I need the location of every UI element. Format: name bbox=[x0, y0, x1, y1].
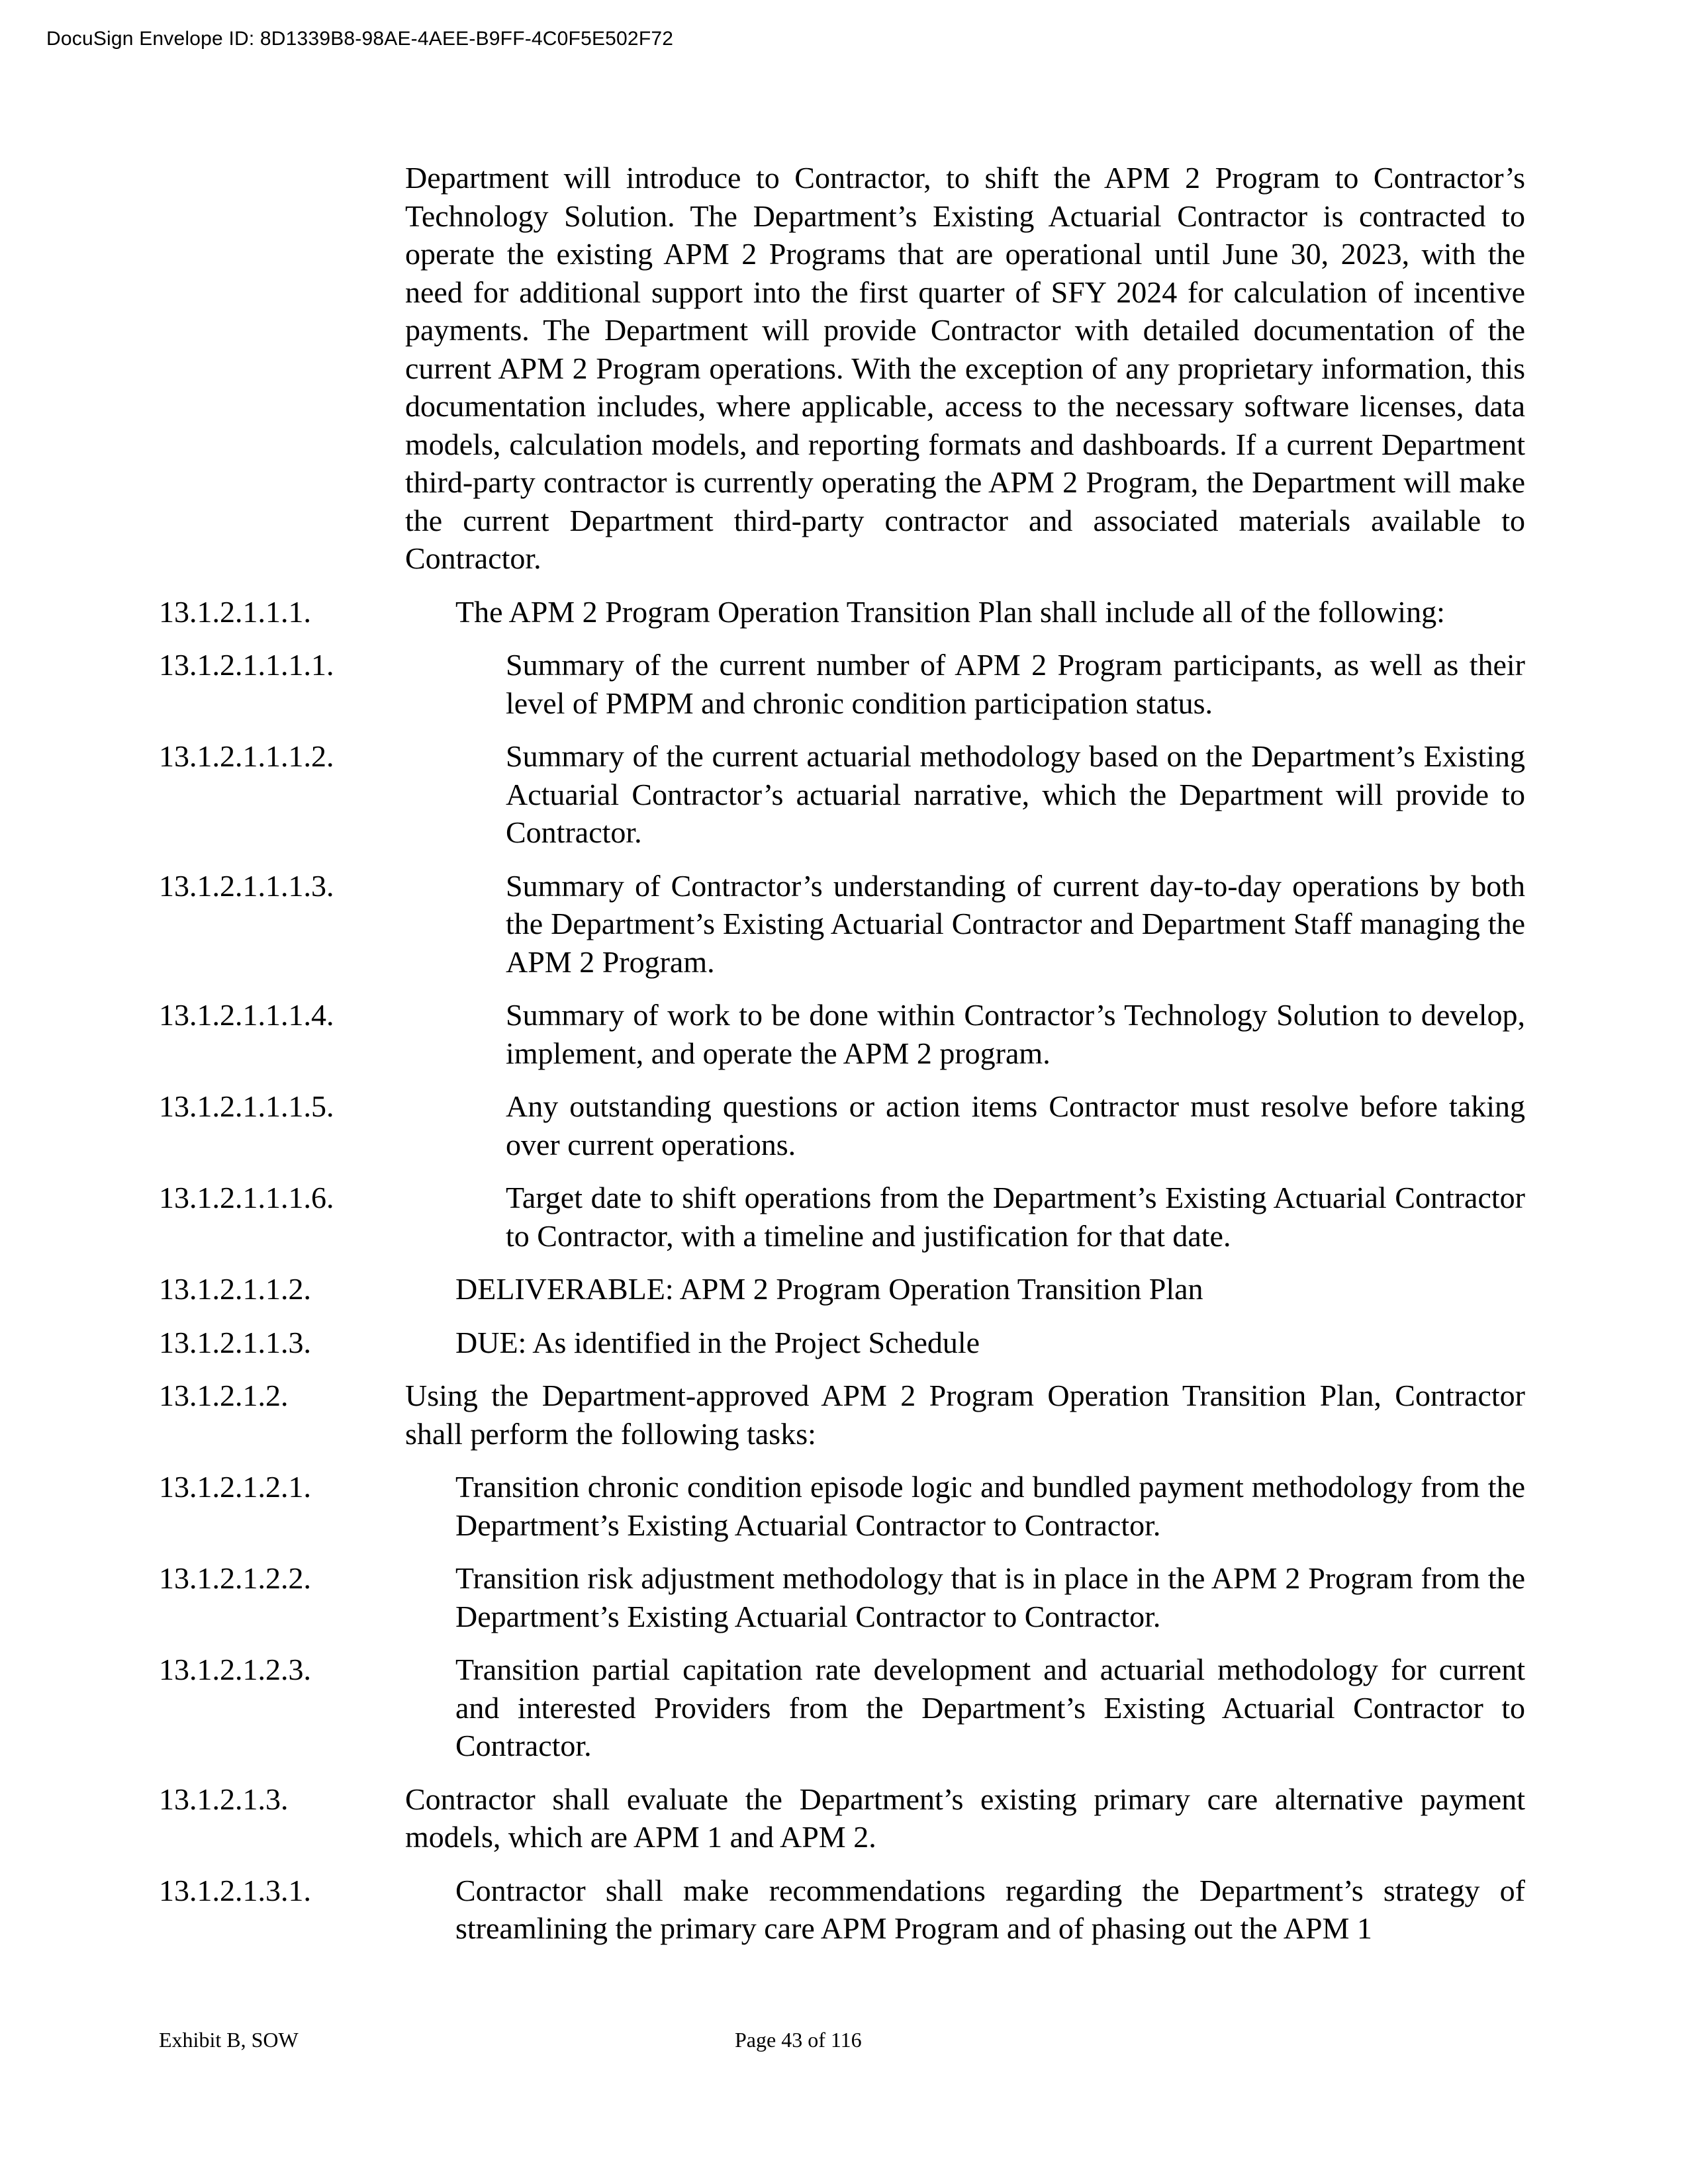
clause-13-1-2-1-2 bbox=[159, 1377, 1525, 1453]
clause-number: 13.1.2.1.1.1.4. bbox=[159, 998, 334, 1032]
clause-13-1-2-1-3-1 bbox=[159, 1872, 1525, 1948]
clause-number: 13.1.2.1.2. bbox=[159, 1379, 289, 1412]
clause-13-1-2-1-1-1 bbox=[159, 593, 1525, 631]
clause-number: 13.1.2.1.2.1. bbox=[159, 1470, 311, 1504]
clause-13-1-2-1-1-1-2 bbox=[159, 737, 1525, 852]
clause-text: Using the Department-approved APM 2 Program Operation Transition Plan, Contractor shall perform the following tasks: bbox=[405, 1379, 1525, 1451]
intro-paragraph: Department will introduce to Contractor, to shift the APM 2 Program to Contractor’s Technology Solution. The Department’s Existing Actuarial Contractor is contracted to operate the existing APM 2 Programs that are operational until June 30, 2023, with the need for additional support into the first quarter of SFY 2024 for calculation of incentive payments. The Department will provide Contractor with detailed documentation of the current APM 2 Program operations. With the exception of any proprietary information, this documentation includes, where applicable, access to the necessary software licenses, data models, calculation models, and reporting formats and dashboards. If a current Department third-party contractor is currently operating the APM 2 Program, the Department will make the current Department third-party contractor and associated materials available to Contractor. bbox=[405, 161, 1525, 575]
clause-number: 13.1.2.1.1.1.2. bbox=[159, 739, 334, 773]
clause-13-1-2-1-2-3 bbox=[159, 1651, 1525, 1765]
clause-number: 13.1.2.1.2.2. bbox=[159, 1561, 311, 1595]
clause-text: DUE: As identified in the Project Schedule bbox=[455, 1325, 980, 1359]
clause-text: Transition partial capitation rate development and actuarial methodology for current and interested Providers from the Department’s Existing Actuarial Contractor to Contractor. bbox=[455, 1653, 1525, 1762]
clause-text: The APM 2 Program Operation Transition Plan shall include all of the following: bbox=[455, 594, 1445, 629]
clause-number: 13.1.2.1.1.1.3. bbox=[159, 868, 334, 903]
clause-text: Transition risk adjustment methodology that is in place in the APM 2 Program from the Department’s Existing Actuarial Contractor to Contractor. bbox=[455, 1561, 1525, 1633]
docusign-envelope-id: DocuSign Envelope ID: 8D1339B8-98AE-4AEE-B9FF-4C0F5E502F72 bbox=[46, 28, 674, 50]
clause-number: 13.1.2.1.1.2. bbox=[159, 1272, 311, 1306]
footer-exhibit-label: Exhibit B, SOW bbox=[159, 2028, 299, 2052]
clause-13-1-2-1-2-1 bbox=[159, 1468, 1525, 1544]
clause-text: Any outstanding questions or action items Contractor must resolve before taking over current operations. bbox=[506, 1089, 1525, 1161]
clause-text: DELIVERABLE: APM 2 Program Operation Transition Plan bbox=[455, 1272, 1203, 1306]
clause-13-1-2-1-1-2 bbox=[159, 1270, 1525, 1308]
clause-number: 13.1.2.1.1.3. bbox=[159, 1325, 311, 1359]
clause-13-1-2-1-1-1-5 bbox=[159, 1087, 1525, 1163]
clause-text: Transition chronic condition episode logic and bundled payment methodology from the Department’s Existing Actuarial Contractor to Contractor. bbox=[455, 1470, 1525, 1542]
clause-text: Summary of work to be done within Contractor’s Technology Solution to develop, implement, and operate the APM 2 program. bbox=[506, 998, 1525, 1070]
clause-text: Summary of the current number of APM 2 Program participants, as well as their level of PMPM and chronic condition participation status. bbox=[506, 648, 1525, 720]
clause-13-1-2-1-1-1-4 bbox=[159, 996, 1525, 1072]
clause-13-1-2-1-2-2 bbox=[159, 1559, 1525, 1635]
clause-number: 13.1.2.1.3. bbox=[159, 1782, 289, 1816]
clause-number: 13.1.2.1.3.1. bbox=[159, 1873, 311, 1907]
clause-13-1-2-1-3 bbox=[159, 1780, 1525, 1856]
clause-number: 13.1.2.1.1.1.6. bbox=[159, 1181, 334, 1214]
clause-number: 13.1.2.1.1.1.1. bbox=[159, 648, 334, 682]
clause-text: Summary of the current actuarial methodology based on the Department’s Existing Actuarial Contractor’s actuarial narrative, which the Department will provide to Contractor. bbox=[506, 739, 1525, 849]
clause-number: 13.1.2.1.1.1.5. bbox=[159, 1089, 334, 1123]
clause-number: 13.1.2.1.2.3. bbox=[159, 1653, 311, 1686]
clause-number: 13.1.2.1.1.1. bbox=[159, 594, 311, 629]
document-body bbox=[159, 159, 1525, 1948]
clause-13-1-2-1-1-1-3 bbox=[159, 867, 1525, 981]
clause-text: Contractor shall evaluate the Department’s existing primary care alternative payment models, which are APM 1 and APM 2. bbox=[405, 1782, 1525, 1854]
clause-text: Target date to shift operations from the Department’s Existing Actuarial Contractor to Contractor, with a timeline and justification for that date. bbox=[506, 1181, 1525, 1253]
clause-13-1-2-1-1-1-1 bbox=[159, 646, 1525, 722]
footer-page-number: Page 43 of 116 bbox=[735, 2028, 862, 2052]
clause-text: Summary of Contractor’s understanding of current day-to-day operations by both the Department’s Existing Actuarial Contractor and Department Staff managing the APM 2 Program. bbox=[506, 868, 1525, 979]
clause-text: Contractor shall make recommendations regarding the Department’s strategy of streamlining the primary care APM Program and of phasing out the APM 1 bbox=[455, 1873, 1525, 1945]
clause-13-1-2-1-1-3 bbox=[159, 1324, 1525, 1362]
clause-13-1-2-1-1-1-6 bbox=[159, 1179, 1525, 1255]
